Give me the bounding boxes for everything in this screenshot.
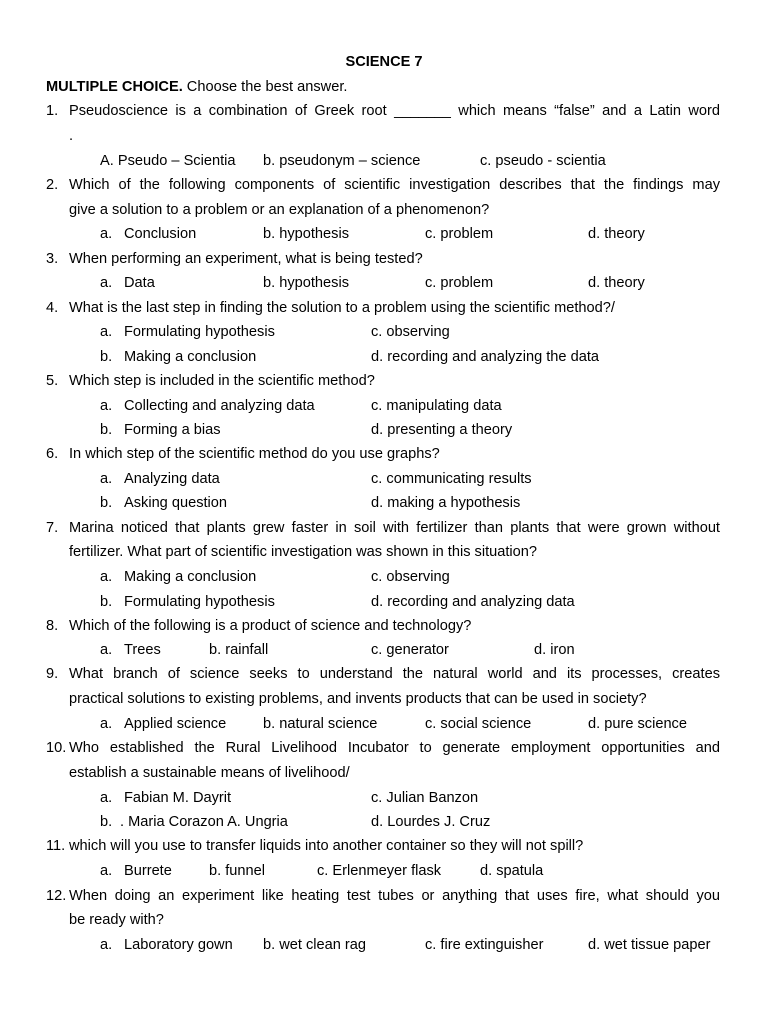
- option: c. social science: [425, 716, 532, 732]
- option: Making a conclusion: [124, 569, 257, 585]
- question-text: Marina noticed that plants grew faster in soil with fertilizer than plants that were grown without: [69, 520, 720, 536]
- option: Making a conclusion: [124, 349, 257, 365]
- option-letter: a.: [100, 716, 113, 732]
- option: b. hypothesis: [263, 226, 349, 242]
- option: c. communicating results: [371, 471, 532, 487]
- option-letter: a.: [100, 569, 113, 585]
- option: d. making a hypothesis: [371, 495, 521, 511]
- option: c. Julian Banzon: [371, 790, 479, 806]
- option: d. recording and analyzing data: [371, 594, 575, 610]
- option: Formulating hypothesis: [124, 324, 275, 340]
- option-letter: b.: [100, 349, 113, 365]
- instruction-text: Choose the best answer.: [182, 79, 348, 95]
- question-text: In which step of the scientific method do you use graphs?: [69, 446, 440, 462]
- question-text: What is the last step in finding the solution to a problem using the scientific method?/: [69, 300, 615, 316]
- option: b. pseudonym – science: [263, 153, 421, 169]
- option: d. theory: [588, 226, 645, 242]
- option: d. Lourdes J. Cruz: [371, 814, 491, 830]
- option-letter: a.: [100, 398, 113, 414]
- question-number: 9.: [46, 666, 59, 682]
- question-text: Which of the following is a product of science and technology?: [69, 618, 472, 634]
- option-letter: a.: [100, 275, 113, 291]
- question-number: 5.: [46, 373, 59, 389]
- question-text-cont: give a solution to a problem or an explanation of a phenomenon?: [69, 202, 490, 218]
- question-text: When performing an experiment, what is being tested?: [69, 251, 423, 267]
- question-text: Who established the Rural Livelihood Incubator to generate employment opportunities and: [69, 740, 720, 756]
- option-letter: a.: [100, 471, 113, 487]
- option-letter: a.: [100, 324, 113, 340]
- option-letter: a.: [100, 863, 113, 879]
- question-text: Which of the following components of scientific investigation describes that the findings may: [69, 177, 720, 193]
- option: c. observing: [371, 569, 450, 585]
- option-letter: b.: [100, 495, 113, 511]
- question-number: 2.: [46, 177, 59, 193]
- option: b. funnel: [209, 863, 265, 879]
- option: Data: [124, 275, 155, 291]
- question-number: 8.: [46, 618, 59, 634]
- option: d. recording and analyzing the data: [371, 349, 599, 365]
- question-number: 1.: [46, 103, 59, 119]
- option: b. wet clean rag: [263, 937, 367, 953]
- option: Forming a bias: [124, 422, 221, 438]
- option: Conclusion: [124, 226, 197, 242]
- question-number: 12.: [46, 888, 67, 904]
- option: c. manipulating data: [371, 398, 502, 414]
- option: Trees: [124, 642, 161, 658]
- option: Analyzing data: [124, 471, 220, 487]
- option: Formulating hypothesis: [124, 594, 275, 610]
- question-text: which will you use to transfer liquids into another container so they will not spill?: [69, 838, 584, 854]
- option: c. observing: [371, 324, 450, 340]
- option: c. fire extinguisher: [425, 937, 544, 953]
- question-text-cont: establish a sustainable means of livelihood/: [69, 765, 350, 781]
- question-text-cont: practical solutions to existing problems, and invents products that can be used in society?: [69, 691, 647, 707]
- option-letter: b.: [100, 594, 113, 610]
- option: c. Erlenmeyer flask: [317, 863, 442, 879]
- option-letter: a.: [100, 226, 113, 242]
- option: A. Pseudo – Scientia: [100, 153, 236, 169]
- question-number: 6.: [46, 446, 59, 462]
- option: b. natural science: [263, 716, 378, 732]
- option: c. pseudo - scientia: [480, 153, 606, 169]
- question-number: 4.: [46, 300, 59, 316]
- option: d. spatula: [480, 863, 544, 879]
- option-letter: a.: [100, 642, 113, 658]
- option: d. iron: [534, 642, 575, 658]
- option: d. pure science: [588, 716, 687, 732]
- page-title: SCIENCE 7: [345, 54, 423, 70]
- option-letter: b.: [100, 422, 113, 438]
- option: Laboratory gown: [124, 937, 233, 953]
- option: Applied science: [124, 716, 227, 732]
- option: d. theory: [588, 275, 645, 291]
- question-text: When doing an experiment like heating test tubes or anything that uses fire, what should you: [69, 888, 720, 904]
- option-letter: a.: [100, 937, 113, 953]
- option: . Maria Corazon A. Ungria: [120, 814, 288, 830]
- option: Asking question: [124, 495, 228, 511]
- instructions: [46, 75, 347, 99]
- question-text: Pseudoscience is a combination of Greek root _______ which means “false” and a Latin word: [69, 103, 720, 119]
- option: d. presenting a theory: [371, 422, 513, 438]
- option: d. wet tissue paper: [588, 937, 711, 953]
- question-text-cont: .: [69, 128, 74, 144]
- option-letter: a.: [100, 790, 113, 806]
- instruction-label: MULTIPLE CHOICE.: [46, 79, 183, 95]
- option: b. rainfall: [209, 642, 269, 658]
- option: c. problem: [425, 226, 494, 242]
- option: b. hypothesis: [263, 275, 349, 291]
- question-number: 10.: [46, 740, 67, 756]
- option: Burrete: [124, 863, 172, 879]
- option: c. generator: [371, 642, 449, 658]
- question-number: 7.: [46, 520, 59, 536]
- question-text-cont: fertilizer. What part of scientific investigation was shown in this situation?: [69, 544, 538, 560]
- question-text: Which step is included in the scientific method?: [69, 373, 375, 389]
- option: Fabian M. Dayrit: [124, 790, 232, 806]
- question-text: What branch of science seeks to understand the natural world and its processes, creates: [69, 666, 720, 682]
- question-number: 3.: [46, 251, 59, 267]
- option: c. problem: [425, 275, 494, 291]
- question-number: 11.: [46, 838, 66, 854]
- option: Collecting and analyzing data: [124, 398, 315, 414]
- option-letter: b.: [100, 814, 113, 830]
- question-text-cont: be ready with?: [69, 912, 164, 928]
